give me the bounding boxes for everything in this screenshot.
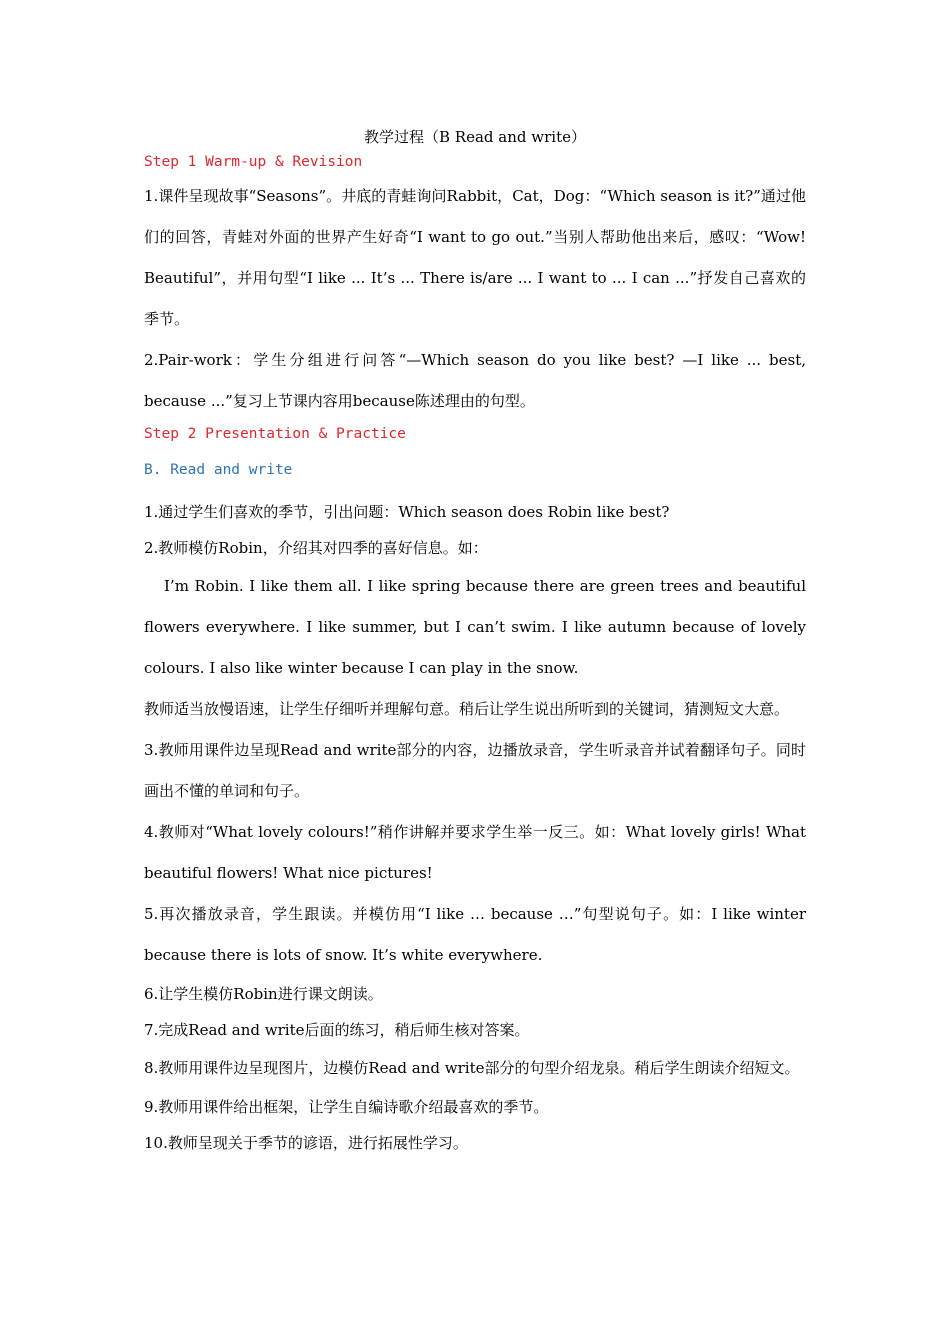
step2-heading: Step 2 Presentation & Practice [144,426,406,442]
step2-item-9: 9.教师用课件给出框架，让学生自编诗歌介绍最喜欢的季节。 [144,1098,549,1116]
step1-heading: Step 1 Warm-up & Revision [144,154,363,170]
document-body [144,124,806,1161]
step1-item-1: 1.课件呈现故事“Seasons”。井底的青蛙询问Rabbit，Cat，Dog：“Which season is it?”通过他们的回答，青蛙对外面的世界产生好奇“I want to go out.”当别人帮助他出来后，感叹：“Wow! Beautiful”，并用句型“I like ... It’s ... There is/are ... I want to ... I can ...”抒发自己喜欢的季节。 [144,187,806,328]
step2-item-10: 10.教师呈现关于季节的谚语，进行拓展性学习。 [144,1134,468,1152]
step2-item-2: 2.教师模仿Robin，介绍其对四季的喜好信息。如： [144,539,488,557]
step2-item-2-quote: I’m Robin. I like them all. I like spring because there are green trees and beautiful flowers everywhere. I like summer, but I can’t swim. I like autumn because of lovely colours. I also like winter because I can play in the snow. [144,577,806,677]
step2-item-1: 1.通过学生们喜欢的季节，引出问题：Which season does Robin like best? [144,503,670,521]
step1-item-2: 2.Pair-work：学生分组进行问答“—Which season do you like best? —I like ... best, because ...”复习上节课内容用because陈述理由的句型。 [144,351,806,410]
step2-item-6: 6.让学生模仿Robin进行课文朗读。 [144,985,383,1003]
page-title: 教学过程（B Read and write） [364,128,586,146]
step2-subheading: B. Read and write [144,462,293,478]
step2-item-3: 3.教师用课件边呈现Read and write部分的内容，边播放录音，学生听录音并试着翻译句子。同时画出不懂的单词和句子。 [144,741,806,800]
step2-item-8: 8.教师用课件边呈现图片，边模仿Read and write部分的句型介绍龙泉。稍后学生朗读介绍短文。 [144,1059,800,1077]
step2-item-2-note: 教师适当放慢语速，让学生仔细听并理解句意。稍后让学生说出所听到的关键词，猜测短文大意。 [144,700,790,718]
step2-item-7: 7.完成Read and write后面的练习，稍后师生核对答案。 [144,1021,530,1039]
step2-item-5: 5.再次播放录音，学生跟读。并模仿用“I like … because …”句型说句子。如：I like winter because there is lots of snow. It’s white everywhere. [144,905,806,964]
step2-item-4: 4.教师对“What lovely colours!”稍作讲解并要求学生举一反三。如：What lovely girls! What beautiful flowers! What nice pictures! [144,823,806,882]
